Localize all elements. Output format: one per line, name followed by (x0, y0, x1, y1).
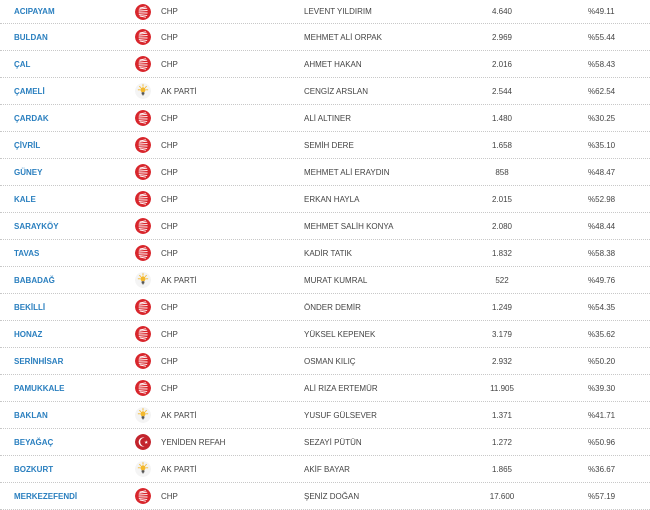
vote-count: 2.016 (491, 59, 513, 69)
vote-count: 1.272 (491, 437, 513, 447)
vote-percentage: %50.96 (588, 437, 616, 447)
vote-percentage: %54.35 (588, 302, 616, 312)
district-link[interactable]: KALE (14, 194, 36, 204)
party-name: CHP (161, 383, 178, 393)
vote-percentage: %36.67 (588, 464, 616, 474)
party-logo (134, 186, 152, 212)
table-row (0, 24, 650, 51)
chp-logo-icon (135, 110, 151, 126)
candidate-name: SEMİH DERE (304, 140, 354, 150)
vote-count: 11.905 (490, 383, 514, 393)
party-logo (134, 321, 152, 347)
chp-logo-icon (135, 4, 151, 20)
table-row (0, 159, 650, 186)
table-row (0, 105, 650, 132)
vote-count: 1.865 (491, 464, 513, 474)
table-row (0, 348, 650, 375)
candidate-name: CENGİZ ARSLAN (304, 86, 369, 96)
vote-count: 1.658 (491, 140, 513, 150)
party-name: AK PARTİ (161, 275, 197, 285)
candidate-name: YÜKSEL KEPENEK (304, 329, 376, 339)
district-link[interactable]: ACIPAYAM (14, 7, 55, 16)
party-name: CHP (161, 59, 178, 69)
chp-logo-icon (135, 326, 151, 342)
party-logo (134, 294, 152, 320)
party-logo (134, 429, 152, 455)
chp-logo-icon (135, 353, 151, 369)
vote-percentage: %52.98 (588, 194, 616, 204)
district-link[interactable]: ÇAMELİ (14, 86, 45, 96)
party-name: YENİDEN REFAH (161, 437, 226, 447)
vote-count: 522 (495, 275, 509, 285)
district-link[interactable]: ÇARDAK (14, 113, 49, 123)
district-link[interactable]: BAKLAN (14, 410, 48, 420)
party-logo (134, 24, 152, 50)
candidate-name: ALİ ALTINER (304, 113, 351, 123)
table-row (0, 267, 650, 294)
candidate-name: ERKAN HAYLA (304, 194, 360, 204)
vote-count: 2.015 (491, 194, 513, 204)
candidate-name: KADİR TATIK (304, 248, 353, 258)
district-link[interactable]: SARAYKÖY (14, 221, 59, 231)
chp-logo-icon (135, 245, 151, 261)
party-name: CHP (161, 113, 178, 123)
vote-percentage: %30.25 (588, 113, 616, 123)
chp-logo-icon (135, 56, 151, 72)
party-name: CHP (161, 167, 178, 177)
vote-count: 2.969 (491, 32, 513, 42)
table-row (0, 456, 650, 483)
table-row (0, 375, 650, 402)
vote-count: 2.544 (491, 86, 513, 96)
candidate-name: AHMET HAKAN (304, 59, 362, 69)
chp-logo-icon (135, 29, 151, 45)
party-logo (134, 456, 152, 482)
vote-percentage: %48.44 (588, 221, 616, 231)
district-link[interactable]: PAMUKKALE (14, 383, 65, 393)
candidate-name: SEZAYİ PÜTÜN (304, 437, 362, 447)
party-logo (134, 0, 152, 23)
vote-percentage: %49.76 (588, 275, 616, 285)
party-logo (134, 213, 152, 239)
candidate-name: YUSUF GÜLSEVER (304, 410, 377, 420)
vote-percentage: %55.44 (588, 32, 616, 42)
district-link[interactable]: BOZKURT (14, 464, 54, 474)
party-name: CHP (161, 140, 178, 150)
vote-percentage: %39.30 (588, 383, 616, 393)
vote-count: 2.080 (491, 221, 513, 231)
vote-percentage: %62.54 (588, 86, 616, 96)
vote-percentage: %57.19 (588, 491, 616, 501)
party-logo (134, 267, 152, 293)
ak-parti-logo-icon (135, 407, 151, 423)
district-link[interactable]: BEKİLLİ (14, 302, 46, 312)
party-name: AK PARTİ (161, 464, 197, 474)
party-name: CHP (161, 7, 178, 16)
vote-count: 1.480 (491, 113, 513, 123)
table-row (0, 429, 650, 456)
district-link[interactable]: BABADAĞ (14, 275, 55, 285)
chp-logo-icon (135, 164, 151, 180)
party-name: CHP (161, 221, 178, 231)
district-link[interactable]: HONAZ (14, 329, 43, 339)
district-link[interactable]: MERKEZEFENDİ (14, 491, 78, 501)
candidate-name: MEHMET ALİ ERAYDIN (304, 167, 390, 177)
candidate-name: MEHMET SALİH KONYA (304, 221, 394, 231)
ak-parti-logo-icon (135, 461, 151, 477)
vote-count: 4.640 (491, 7, 513, 16)
party-logo (134, 483, 152, 509)
party-logo (134, 240, 152, 266)
party-name: AK PARTİ (161, 86, 197, 96)
candidate-name: MEHMET ALİ ORPAK (304, 32, 382, 42)
vote-percentage: %48.47 (588, 167, 616, 177)
vote-count: 1.249 (491, 302, 513, 312)
vote-percentage: %35.10 (588, 140, 616, 150)
district-link[interactable]: ÇAL (14, 59, 31, 69)
vote-count: 1.371 (491, 410, 513, 420)
district-link[interactable]: ÇİVRİL (14, 140, 41, 150)
vote-count: 2.932 (491, 356, 513, 366)
party-logo (134, 132, 152, 158)
ak-parti-logo-icon (135, 83, 151, 99)
candidate-name: MURAT KUMRAL (304, 275, 368, 285)
party-logo (134, 159, 152, 185)
vote-percentage: %49.11 (588, 7, 615, 16)
party-logo (134, 375, 152, 401)
vote-percentage: %50.20 (588, 356, 616, 366)
party-name: CHP (161, 329, 178, 339)
party-name: AK PARTİ (161, 410, 197, 420)
vote-percentage: %58.38 (588, 248, 616, 258)
party-name: CHP (161, 356, 178, 366)
vote-count: 17.600 (489, 491, 515, 501)
table-row (0, 132, 650, 159)
vote-percentage: %35.62 (588, 329, 616, 339)
table-row (0, 186, 650, 213)
party-name: CHP (161, 302, 178, 312)
vote-percentage: %58.43 (588, 59, 616, 69)
table-row (0, 78, 650, 105)
party-name: CHP (161, 248, 178, 258)
chp-logo-icon (135, 380, 151, 396)
vote-count: 3.179 (491, 329, 513, 339)
table-row (0, 402, 650, 429)
district-link[interactable]: TAVAS (14, 248, 40, 258)
chp-logo-icon (135, 218, 151, 234)
district-link[interactable]: BEYAĞAÇ (14, 437, 54, 447)
candidate-name: LEVENT YILDIRIM (304, 7, 372, 16)
party-logo (134, 105, 152, 131)
yeniden-refah-logo-icon (135, 434, 151, 450)
table-row (0, 51, 650, 78)
party-name: CHP (161, 32, 178, 42)
candidate-name: ŞENİZ DOĞAN (304, 491, 360, 501)
vote-percentage: %41.71 (588, 410, 616, 420)
party-logo (134, 348, 152, 374)
vote-count: 1.832 (491, 248, 513, 258)
candidate-name: ÖNDER DEMİR (304, 302, 361, 312)
table-row (0, 213, 650, 240)
ak-parti-logo-icon (135, 272, 151, 288)
table-row (0, 294, 650, 321)
chp-logo-icon (135, 299, 151, 315)
candidate-name: ALİ RIZA ERTEMÜR (304, 383, 378, 393)
table-row (0, 321, 650, 348)
party-logo (134, 402, 152, 428)
party-logo (134, 51, 152, 77)
party-name: CHP (161, 491, 178, 501)
table-row (0, 0, 650, 24)
party-name: CHP (161, 194, 178, 204)
district-link[interactable]: GÜNEY (14, 167, 43, 177)
vote-count: 858 (495, 167, 509, 177)
candidate-name: OSMAN KILIÇ (304, 356, 356, 366)
table-row (0, 483, 650, 510)
chp-logo-icon (135, 191, 151, 207)
chp-logo-icon (135, 488, 151, 504)
table-row (0, 240, 650, 267)
candidate-name: AKİF BAYAR (304, 464, 350, 474)
district-link[interactable]: BULDAN (14, 32, 48, 42)
chp-logo-icon (135, 137, 151, 153)
party-logo (134, 78, 152, 104)
district-link[interactable]: SERİNHİSAR (14, 356, 64, 366)
